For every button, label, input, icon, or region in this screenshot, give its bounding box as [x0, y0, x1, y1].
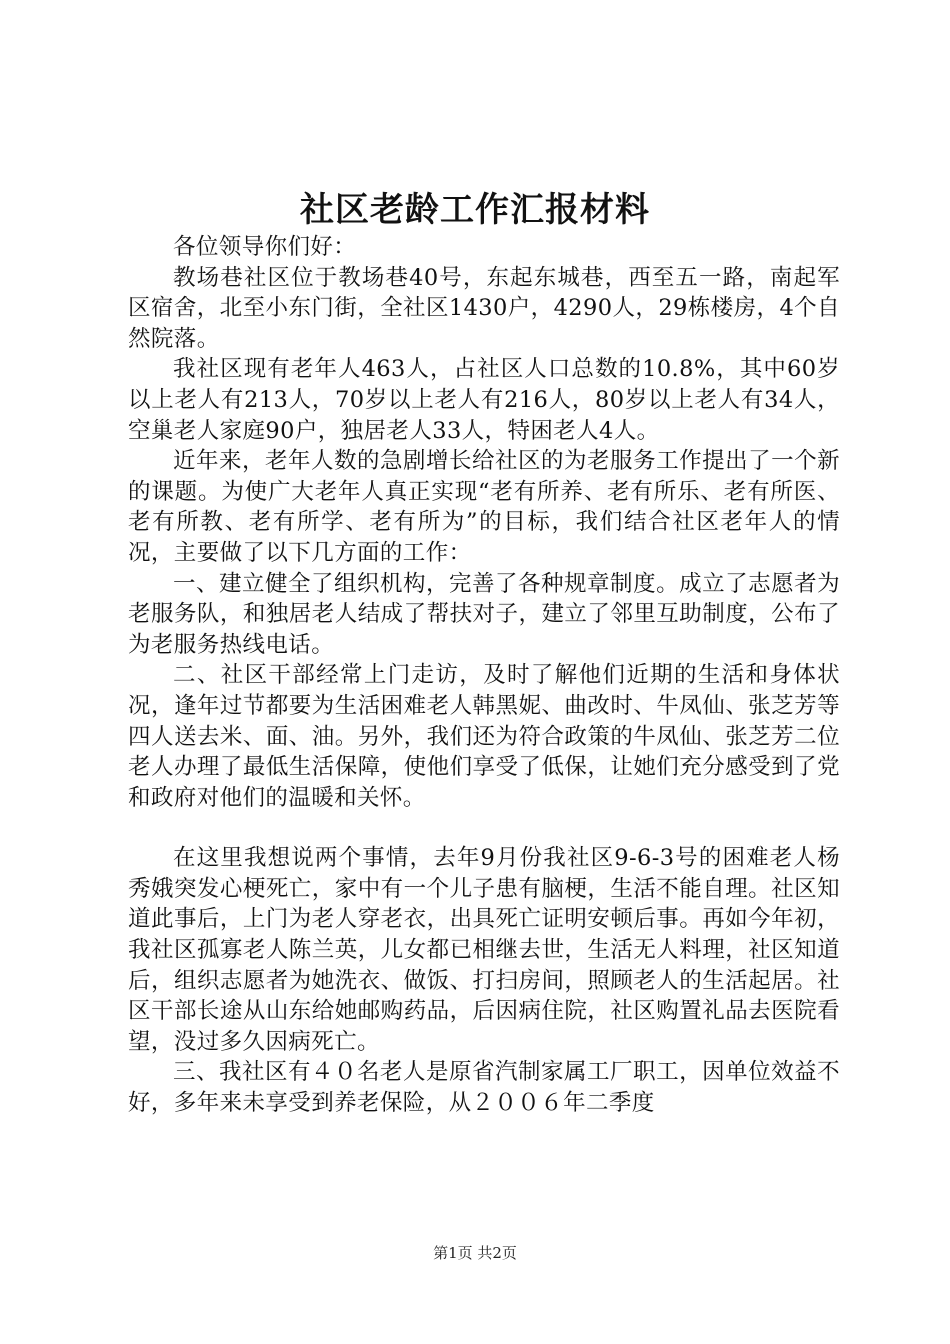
- paragraph-item-two: 二、社区干部经常上门走访，及时了解他们近期的生活和身体状况，逢年过节都要为生活困难老人韩黑妮、曲改时、牛凤仙、张芝芳等四人送去米、面、油。另外，我们还为符合政策的牛凤仙、张芝芳二位老人办理了最低生活保障，使他们享受了低保，让她们充分感受到了党和政府对他们的温暖和关怀。: [128, 662, 840, 811]
- paragraph-item-one: 一、建立健全了组织机构，完善了各种规章制度。成立了志愿者为老服务队，和独居老人结成了帮扶对子，建立了邻里互助制度，公布了为老服务热线电话。: [128, 570, 840, 658]
- paragraph-item-three: 三、我社区有４０名老人是原省汽制家属工厂职工，因单位效益不好，多年来未享受到养老保险，从２００６年二季度: [128, 1059, 840, 1117]
- page-number-footer: 第1页 共2页: [433, 1244, 517, 1262]
- paragraph-introduction: 近年来，老年人数的急剧增长给社区的为老服务工作提出了一个新的课题。为使广大老年人真正实现“老有所养、老有所乐、老有所医、老有所教、老有所学、老有所为”的目标，我们结合社区老年人的情况，主要做了以下几方面的工作：: [128, 448, 840, 566]
- paragraph-location: 教场巷社区位于教场巷40号，东起东城巷，西至五一路，南起军区宿舍，北至小东门街，全社区1430户，4290人，29栋楼房，4个自然院落。: [128, 264, 840, 352]
- paragraph-greeting: 各位领导你们好：: [173, 234, 357, 260]
- paragraph-examples: 在这里我想说两个事情，去年9月份我社区9-6-3号的困难老人杨秀娥突发心梗死亡，家中有一个儿子患有脑梗，生活不能自理。社区知道此事后，上门为老人穿老衣，出具死亡证明安顿后事。再如今年初，我社区孤寡老人陈兰英，儿女都已相继去世，生活无人料理，社区知道后，组织志愿者为她洗衣、做饭、打扫房间，照顾老人的生活起居。社区干部长途从山东给她邮购药品，后因病住院，社区购置礼品去医院看望，没过多久因病死亡。: [128, 845, 840, 1055]
- paragraph-elderly-stats: 我社区现有老年人463人，占社区人口总数的10.8%，其中60岁以上老人有213人，70岁以上老人有216人，80岁以上老人有34人，空巢老人家庭90户，独居老人33人，特困老人4人。: [128, 356, 840, 444]
- document-body: [128, 232, 840, 1119]
- document-title: 社区老龄工作汇报材料: [300, 190, 650, 230]
